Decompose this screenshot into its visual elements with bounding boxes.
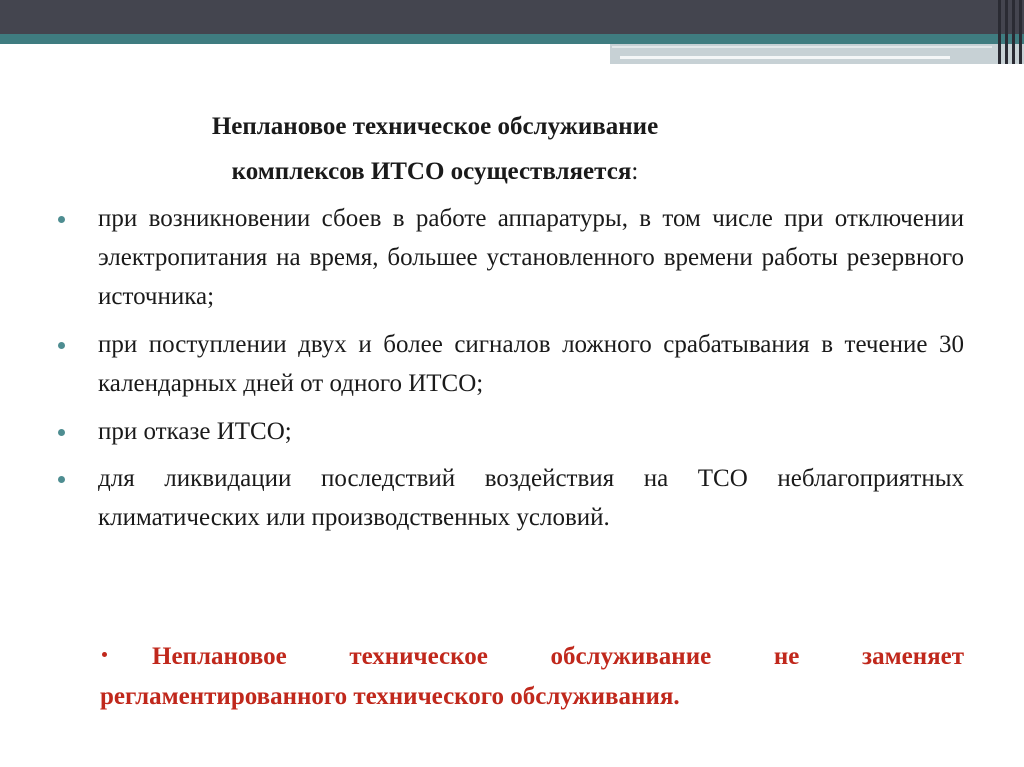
list-item-text: при возникновении сбоев в работе аппаратуры, в том числе при отключении электропитания на время, большее установленного времени работы резервного источника; [98, 205, 964, 310]
list-item [0, 459, 1024, 537]
slide-title-line-2 [100, 157, 770, 187]
header-highlight-line [620, 56, 950, 59]
list-item-text: для ликвидации последствий воздействия на ТСО неблагоприятных климатических или производственных условий. [98, 465, 964, 531]
header-highlight-line [612, 46, 992, 48]
slide-title-line-1: Неплановое техническое обслуживание [211, 113, 659, 140]
warning-note-text: Неплановое техническое обслуживание не заменяет регламентированного технического обслуживания. [100, 643, 964, 710]
list-item [0, 199, 1024, 316]
header-teal-band [0, 34, 1024, 44]
warning-note [100, 637, 964, 717]
slide-title-colon: : [631, 158, 639, 185]
slide-title-text: комплексов ИТСО осуществляется [231, 158, 632, 185]
list-item [0, 412, 1024, 451]
bullet-dot-icon [58, 429, 65, 436]
bullet-dot-icon [58, 342, 65, 349]
list-item-text: при отказе ИТСО; [98, 418, 292, 445]
header-stripe [1019, 0, 1022, 64]
bullet-dot-icon [58, 476, 65, 483]
note-bullet-icon [102, 652, 107, 657]
bullet-dot-icon [58, 216, 65, 223]
list-item-text: при поступлении двух и более сигналов ложного срабатывания в течение 30 календарных дней от одного ИТСО; [98, 331, 964, 397]
bullet-list [0, 199, 1024, 537]
header-stripe [1012, 0, 1015, 64]
header-stripe [998, 0, 1001, 64]
header-dark-bar [0, 0, 1024, 34]
header-stripe [1005, 0, 1008, 64]
list-item [0, 325, 1024, 403]
